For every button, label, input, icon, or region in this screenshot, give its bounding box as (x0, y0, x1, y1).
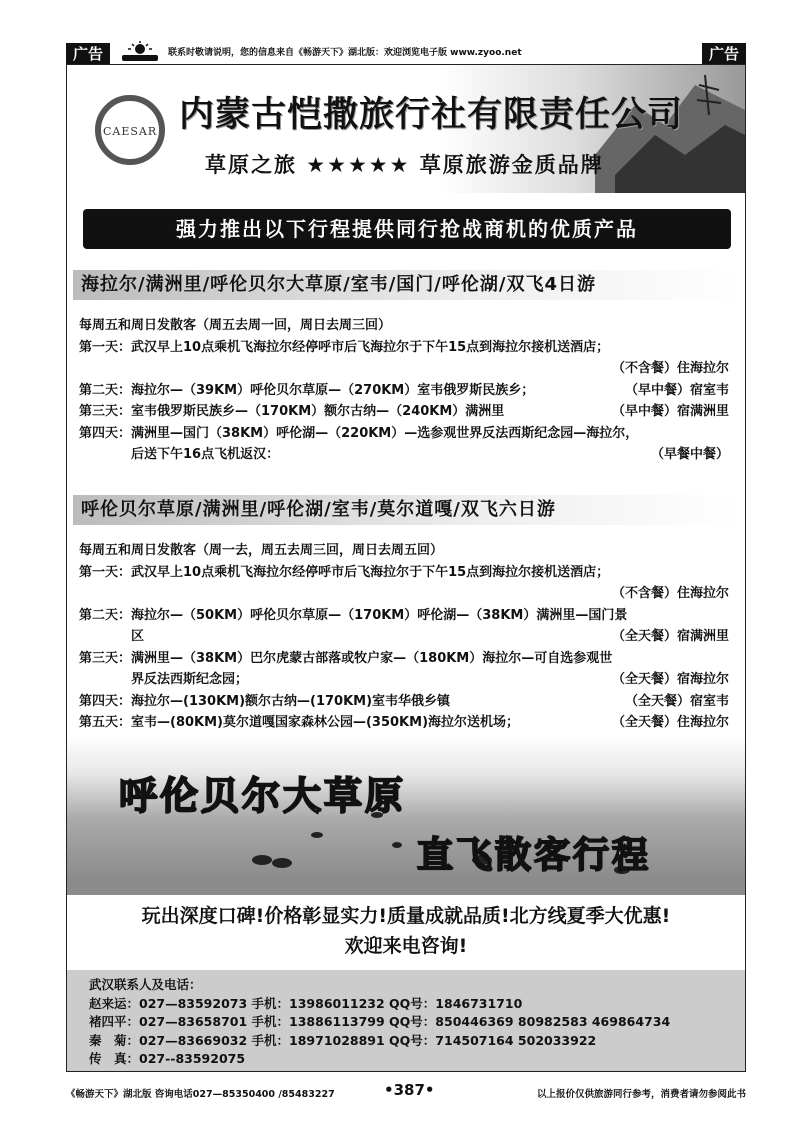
tour2-title: 呼伦贝尔草原/满洲里/呼伦湖/室韦/莫尔道嘎/双飞六日游 (73, 495, 741, 525)
itinerary-meal-lodging: （不含餐）住海拉尔 (611, 361, 729, 376)
itinerary-line (79, 315, 729, 337)
contact-row: 秦 菊：027—83669032 手机：18971028891 QQ号：714507164 502033922 (89, 1032, 597, 1048)
itinerary-text: 第一天：武汉早上10点乘机飞海拉尔经停呼市后飞海拉尔于下午15点到海拉尔接机送酒店； (79, 339, 610, 355)
header-hero (67, 65, 745, 193)
ad-tag-left: 广告 (66, 43, 110, 65)
big-title-direct-flight: 直飞散客行程 (417, 835, 652, 876)
itinerary-meal-lodging: （早餐中餐） (650, 447, 729, 462)
footer-right: 以上报价仅供旅游同行参考，消费者请勿参阅此书 (536, 1089, 746, 1100)
itinerary-meal-lodging: （不含餐）住海拉尔 (611, 586, 729, 601)
itinerary-line (79, 444, 729, 466)
itinerary-line (79, 648, 729, 670)
tour1-title: 海拉尔/满洲里/呼伦贝尔大草原/室韦/国门/呼伦湖/双飞4日游 (73, 270, 741, 300)
itinerary-text: 界反法西斯纪念园； (79, 672, 249, 687)
top-notice: 联系时敬请说明，您的信息来自《畅游天下》湖北版：欢迎浏览电子版 www.zyoo.net (168, 48, 522, 58)
itinerary-line (79, 337, 729, 359)
itinerary-line (79, 669, 729, 691)
itinerary-line (79, 380, 729, 402)
itinerary-line (79, 605, 729, 627)
logo-text: CAESAR (103, 125, 158, 138)
itinerary-text: 每周五和周日发散客（周一去，周五去周三回，周日去周五回） (79, 543, 444, 558)
itinerary-text: 第三天：满洲里—（38KM）巴尔虎蒙古部落或牧户家—（180KM）海拉尔—可自选参观世 (79, 650, 613, 666)
itinerary-line (79, 562, 729, 584)
contact-row: 褚四平：027—83658701 手机：13886113799 QQ号：850446369 80982583 469864734 (89, 1014, 671, 1029)
itinerary-line (79, 712, 729, 734)
itinerary-line (79, 626, 729, 648)
itinerary-line (79, 423, 729, 445)
ad-frame (66, 64, 746, 1072)
ad-tag-right: 广告 (702, 43, 746, 65)
footer-left: 《畅游天下》湖北版 咨询电话027—85350400 /85483227 (66, 1089, 335, 1100)
itinerary-text: 区 (79, 629, 145, 644)
promo-block (67, 895, 745, 967)
itinerary-text: 第二天：海拉尔—（39KM）呼伦贝尔草原—（270KM）室韦俄罗斯民族乡； (79, 382, 535, 398)
page-number: •387• (384, 1081, 435, 1099)
itinerary-text: 第二天：海拉尔—（50KM）呼伦贝尔草原—（170KM）呼伦湖—（38KM）满洲里—国门景 (79, 607, 628, 623)
itinerary-meal-lodging: （全天餐）宿满洲里 (611, 629, 729, 644)
itinerary-line (79, 540, 729, 562)
itinerary-text: 每周五和周日发散客（周五去周一回，周日去周三回） (79, 318, 392, 333)
contact-row: 赵来运：027—83592073 手机：13986011232 QQ号：1846731710 (89, 995, 523, 1011)
magazine-logo-icon (118, 41, 162, 63)
promo-line-1: 玩出深度口碑!价格彰显实力!质量成就品质!北方线夏季大优惠! (141, 905, 671, 927)
company-logo (95, 95, 165, 165)
itinerary-line (79, 358, 729, 380)
company-name: 内蒙古恺撒旅行社有限责任公司 (179, 95, 684, 135)
itinerary-meal-lodging: （全天餐）住海拉尔 (611, 715, 729, 730)
tour1-itinerary (79, 315, 729, 466)
itinerary-text: 第一天：武汉早上10点乘机飞海拉尔经停呼市后飞海拉尔于下午15点到海拉尔接机送酒店； (79, 564, 610, 580)
itinerary-text: 第四天：海拉尔—(130KM)额尔古纳—(170KM)室韦华俄乡镇 (79, 693, 451, 709)
itinerary-meal-lodging: （全天餐）宿海拉尔 (611, 672, 729, 687)
itinerary-line (79, 583, 729, 605)
itinerary-text: 第四天：满洲里—国门（38KM）呼伦湖—（220KM）—选参观世界反法西斯纪念园—海拉尔， (79, 425, 639, 441)
itinerary-text: 第五天：室韦—(80KM)莫尔道嘎国家森林公园—(350KM)海拉尔送机场； (79, 715, 520, 730)
contact-header: 武汉联系人及电话： (89, 977, 202, 992)
promo-line-2: 欢迎来电咨询! (344, 935, 468, 957)
itinerary-line (79, 691, 729, 713)
tour2-itinerary (79, 540, 729, 755)
big-title-grassland: 呼伦贝尔大草原 (119, 774, 407, 818)
slogan: 草原之旅 ★★★★★ 草原旅游金质品牌 (205, 153, 604, 177)
itinerary-text: 第三天：室韦俄罗斯民族乡—（170KM）额尔古纳—（240KM）满洲里 (79, 404, 505, 419)
headline-banner: 强力推出以下行程提供同行抢战商机的优质产品 (83, 209, 731, 249)
itinerary-meal-lodging: （早中餐）宿满洲里 (611, 404, 729, 419)
contact-row: 传 真：027--83592075 (89, 1051, 246, 1066)
itinerary-meal-lodging: （全天餐）宿室韦 (624, 693, 729, 709)
itinerary-meal-lodging: （早中餐）宿室韦 (624, 382, 729, 398)
itinerary-line (79, 401, 729, 423)
contact-block (67, 970, 745, 1072)
itinerary-text: 后送下午16点飞机返汉： (79, 447, 280, 462)
